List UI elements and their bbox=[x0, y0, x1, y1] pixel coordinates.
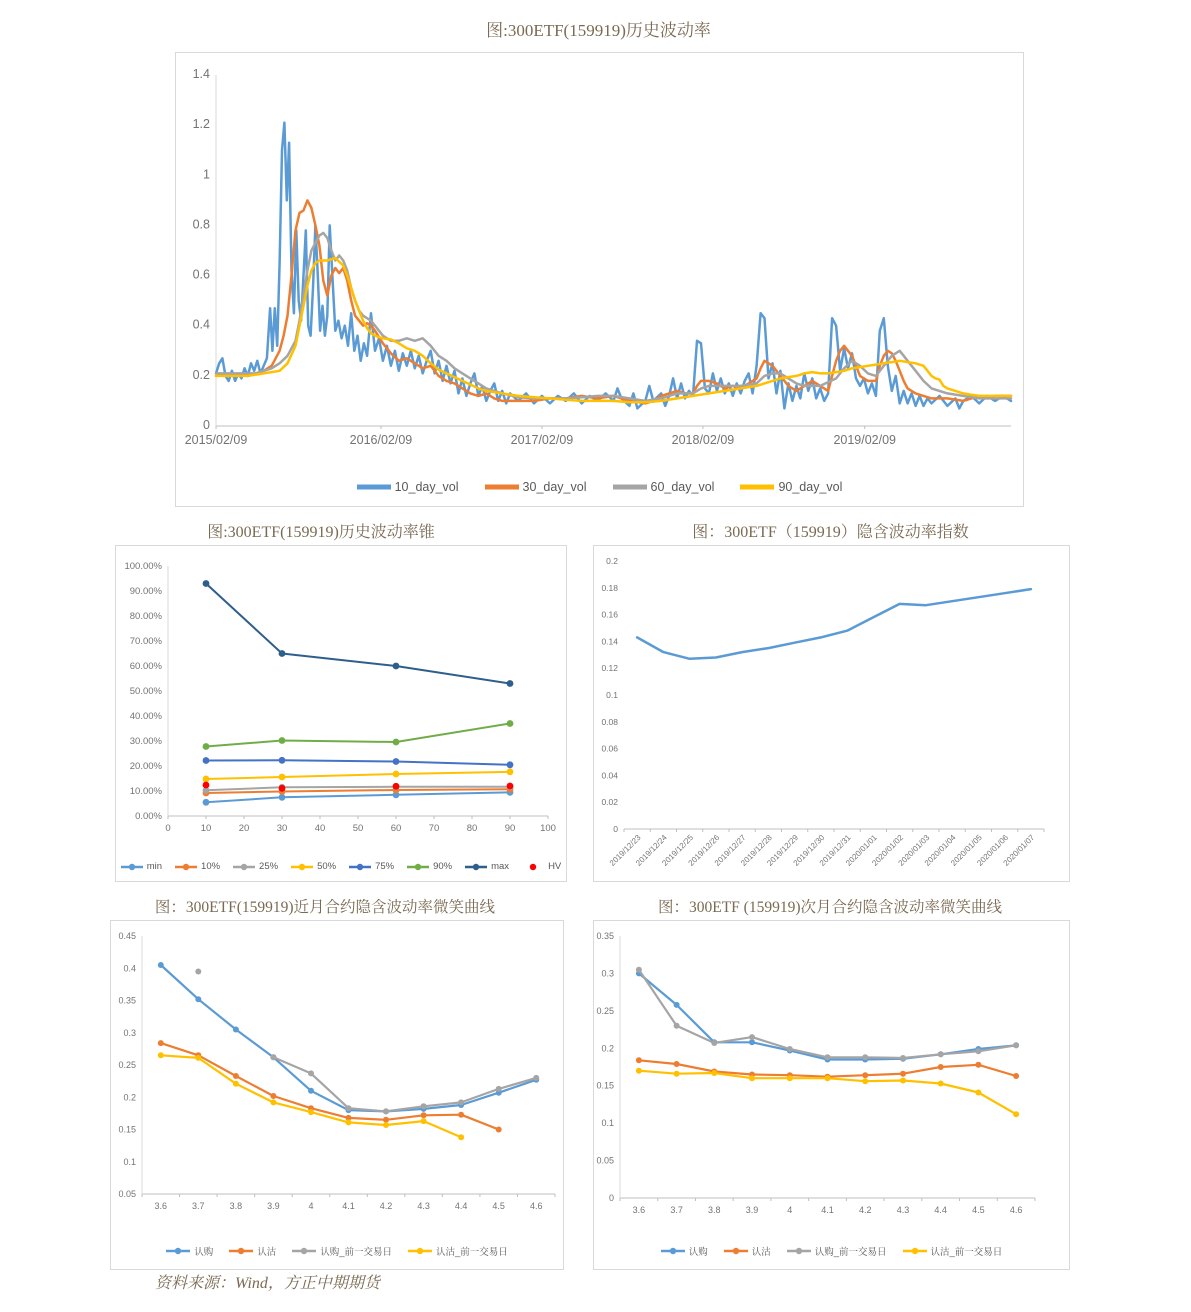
axis-label: 0.1 bbox=[123, 1156, 136, 1167]
axis-label: 1.2 bbox=[192, 117, 210, 132]
legend-swatch-p90-icon bbox=[407, 862, 429, 872]
series-line-p75 bbox=[206, 760, 510, 765]
data-point-put-prev-day bbox=[1013, 1111, 1019, 1117]
iv-index-chart bbox=[593, 545, 1070, 882]
source-note: 资料来源：Wind，方正中期期货 bbox=[155, 1275, 380, 1292]
axis-label: 2019/12/27 bbox=[712, 833, 748, 868]
axis-label: 2015/02/09 bbox=[184, 433, 248, 447]
axis-label: 100 bbox=[540, 823, 556, 834]
data-point-call-prev-day bbox=[900, 1055, 906, 1061]
data-point-p75 bbox=[279, 757, 286, 764]
legend-swatch-p50-icon bbox=[291, 862, 313, 872]
axis-label: 0.3 bbox=[601, 968, 614, 979]
data-point-call-prev-day bbox=[458, 1099, 464, 1105]
axis-label: 4.1 bbox=[342, 1201, 355, 1211]
legend-swatch-max-icon bbox=[465, 862, 487, 872]
data-point-put bbox=[862, 1072, 868, 1078]
axis-label: 2019/12/31 bbox=[817, 833, 853, 868]
axis-label: 2019/02/09 bbox=[833, 433, 897, 447]
axis-label: 0.15 bbox=[596, 1080, 614, 1091]
legend-label: 认沽 bbox=[257, 1247, 277, 1258]
axis-label: 100.00% bbox=[124, 561, 162, 572]
axis-label: 4.2 bbox=[379, 1201, 393, 1211]
axis-label: 2020/01/05 bbox=[949, 833, 984, 868]
axis-label: 0 bbox=[165, 823, 171, 834]
axis-label: 70 bbox=[428, 823, 440, 834]
data-point-call-prev-day bbox=[975, 1048, 981, 1054]
data-point-put bbox=[233, 1073, 239, 1079]
axis-label: 2020/01/03 bbox=[896, 833, 932, 868]
data-point-put bbox=[270, 1093, 276, 1099]
axis-label: 2016/02/09 bbox=[349, 433, 413, 447]
legend-label: 10_day_vol bbox=[394, 480, 459, 494]
data-point-put-prev-day bbox=[383, 1122, 389, 1128]
axis-label: 3.8 bbox=[708, 1205, 721, 1215]
axis-label: 0.04 bbox=[601, 770, 618, 781]
data-point-put bbox=[975, 1062, 981, 1068]
data-point-p90 bbox=[507, 720, 514, 727]
axis-label: 10 bbox=[200, 823, 212, 834]
data-point-call-prev-day bbox=[711, 1040, 717, 1046]
legend-item-p90 bbox=[407, 861, 452, 872]
data-point-p90 bbox=[279, 737, 286, 744]
data-point-put-prev-day bbox=[975, 1090, 981, 1096]
axis-label: 2020/01/01 bbox=[844, 833, 879, 868]
data-point-put-prev-day bbox=[711, 1070, 717, 1076]
axis-label: 3.8 bbox=[229, 1201, 243, 1211]
legend-swatch-vol-30-day-icon bbox=[485, 482, 519, 492]
data-point-put-prev-day bbox=[900, 1078, 906, 1084]
data-point-call-prev-day bbox=[674, 1023, 680, 1029]
data-point-put-prev-day bbox=[308, 1109, 314, 1115]
data-point-p75 bbox=[507, 761, 514, 768]
axis-label: 0.18 bbox=[601, 582, 618, 593]
smile-near-plot bbox=[111, 921, 563, 1269]
axis-label: 2018/02/09 bbox=[671, 433, 735, 447]
legend-swatch-put-prev-day-icon bbox=[903, 1246, 927, 1256]
legend-label: 认购 bbox=[194, 1247, 214, 1258]
hist-vol-legend bbox=[176, 480, 1023, 494]
data-point-p90 bbox=[203, 743, 210, 750]
legend-label: 60_day_vol bbox=[650, 480, 715, 494]
axis-label: 0.1 bbox=[601, 1118, 614, 1129]
data-point-call-prev-day bbox=[787, 1046, 793, 1052]
data-point-call bbox=[674, 1002, 680, 1008]
legend-item-call-prev-day bbox=[787, 1244, 887, 1258]
data-point-max bbox=[279, 650, 286, 657]
legend-item-max bbox=[465, 861, 509, 872]
legend-item-call-prev-day bbox=[292, 1244, 392, 1258]
legend-label: 认沽_前一交易日 bbox=[930, 1247, 1003, 1258]
data-point-put-prev-day bbox=[233, 1081, 239, 1087]
axis-label: 2019/12/26 bbox=[686, 833, 722, 868]
smile-next-title: 图：300ETF (159919)次月合约隐含波动率微笑曲线 bbox=[657, 899, 1002, 916]
axis-label: 0.08 bbox=[601, 716, 618, 727]
data-point-put-prev-day bbox=[158, 1052, 164, 1058]
legend-label: 50% bbox=[317, 861, 337, 872]
legend-label: HV bbox=[548, 861, 562, 872]
data-point-call-prev-day bbox=[749, 1034, 755, 1040]
axis-label: 90.00% bbox=[129, 586, 162, 597]
axis-label: 2020/01/07 bbox=[1001, 833, 1037, 868]
axis-label: 0.00% bbox=[135, 811, 162, 822]
legend-swatch-put-icon bbox=[229, 1246, 253, 1256]
legend-swatch-hv-icon bbox=[522, 862, 544, 872]
data-point-call bbox=[308, 1088, 314, 1094]
axis-label: 0.2 bbox=[192, 367, 210, 382]
hist-vol-title: 图:300ETF(159919)历史波动率 bbox=[486, 21, 711, 40]
data-point-put-prev-day bbox=[458, 1134, 464, 1140]
data-point-call-prev-day bbox=[195, 969, 201, 975]
data-point-call bbox=[158, 962, 164, 968]
data-point-call-prev-day bbox=[636, 967, 642, 973]
legend-label: 认购 bbox=[688, 1247, 708, 1258]
axis-label: 0.16 bbox=[601, 609, 618, 620]
axis-label: 0.2 bbox=[123, 1092, 136, 1103]
data-point-call bbox=[195, 996, 201, 1002]
series-line-vol-10-day bbox=[216, 123, 1011, 409]
axis-label: 4.3 bbox=[896, 1205, 910, 1215]
axis-label: 0.4 bbox=[192, 317, 210, 332]
axis-label: 0.3 bbox=[123, 1027, 136, 1038]
axis-label: 0.1 bbox=[606, 690, 618, 700]
data-point-put bbox=[496, 1127, 502, 1133]
data-point-max bbox=[203, 580, 210, 587]
data-point-put-prev-day bbox=[938, 1081, 944, 1087]
axis-label: 2019/12/23 bbox=[607, 833, 643, 868]
axis-label: 60 bbox=[390, 823, 402, 834]
axis-label: 1.4 bbox=[192, 67, 210, 81]
axis-label: 0.35 bbox=[118, 995, 136, 1006]
data-point-hv bbox=[507, 783, 514, 790]
axis-label: 2017/02/09 bbox=[510, 433, 574, 447]
data-point-call-prev-day bbox=[383, 1108, 389, 1114]
axis-label: 2019/12/28 bbox=[739, 833, 774, 868]
axis-label: 0.12 bbox=[601, 663, 618, 674]
vol-cone-title: 图:300ETF(159919)历史波动率锥 bbox=[207, 524, 435, 541]
axis-label: 0.8 bbox=[192, 217, 210, 232]
legend-item-vol-90-day bbox=[740, 480, 842, 494]
data-point-hv bbox=[393, 783, 400, 790]
vol-cone-plot bbox=[116, 546, 566, 881]
legend-label: 10% bbox=[201, 861, 221, 872]
axis-label: 60.00% bbox=[129, 661, 162, 672]
data-point-put bbox=[158, 1040, 164, 1046]
legend-swatch-p10-icon bbox=[175, 862, 197, 872]
legend-item-min bbox=[121, 861, 162, 872]
legend-label: 90_day_vol bbox=[778, 480, 843, 494]
axis-label: 3.6 bbox=[154, 1201, 168, 1211]
axis-label: 0.02 bbox=[601, 797, 618, 808]
legend-swatch-call-icon bbox=[661, 1246, 685, 1256]
axis-label: 0.15 bbox=[118, 1124, 136, 1135]
legend-item-p10 bbox=[175, 861, 220, 872]
legend-swatch-min-icon bbox=[121, 862, 143, 872]
data-point-min bbox=[203, 799, 210, 806]
data-point-p75 bbox=[203, 757, 210, 764]
smile-near-chart bbox=[110, 920, 564, 1270]
axis-label: 4.4 bbox=[454, 1201, 468, 1211]
data-point-put-prev-day bbox=[674, 1071, 680, 1077]
legend-item-p25 bbox=[233, 861, 278, 872]
axis-label: 0.25 bbox=[596, 1005, 614, 1016]
data-point-call-prev-day bbox=[421, 1103, 427, 1109]
axis-label: 40 bbox=[314, 823, 326, 834]
axis-label: 50.00% bbox=[129, 686, 162, 697]
legend-label: 认购_前一交易日 bbox=[320, 1247, 393, 1258]
vol-cone-chart bbox=[115, 545, 567, 882]
legend-swatch-call-prev-day-icon bbox=[292, 1246, 316, 1256]
data-point-p50 bbox=[393, 771, 400, 778]
legend-label: 认沽 bbox=[751, 1247, 771, 1258]
axis-label: 30 bbox=[276, 823, 288, 834]
axis-label: 0 bbox=[608, 1193, 614, 1203]
axis-label: 20 bbox=[238, 823, 250, 834]
data-point-p50 bbox=[279, 774, 286, 781]
data-point-call-prev-day bbox=[938, 1051, 944, 1057]
data-point-put bbox=[938, 1064, 944, 1070]
data-point-put-prev-day bbox=[636, 1068, 642, 1074]
axis-label: 0.2 bbox=[601, 1043, 614, 1054]
axis-label: 0.35 bbox=[596, 931, 614, 941]
legend-item-call bbox=[661, 1244, 708, 1258]
legend-item-p75 bbox=[349, 861, 394, 872]
legend-label: 认沽_前一交易日 bbox=[436, 1247, 508, 1258]
data-point-hv bbox=[279, 785, 286, 792]
axis-label: 2020/01/02 bbox=[870, 833, 906, 868]
series-line-p50 bbox=[206, 772, 510, 779]
data-point-call-prev-day bbox=[308, 1070, 314, 1076]
iv-index-title: 图：300ETF（159919）隐含波动率指数 bbox=[692, 524, 969, 541]
series-line-min bbox=[206, 792, 510, 802]
data-point-p75 bbox=[393, 758, 400, 765]
series-line-max bbox=[206, 584, 510, 684]
legend-label: 30_day_vol bbox=[522, 480, 587, 494]
data-point-call-prev-day bbox=[825, 1054, 831, 1060]
data-point-put-prev-day bbox=[749, 1075, 755, 1081]
legend-item-put-prev-day bbox=[408, 1244, 508, 1258]
smile-next-chart bbox=[593, 920, 1070, 1270]
legend-label: 75% bbox=[375, 861, 395, 872]
data-point-put-prev-day bbox=[825, 1075, 831, 1081]
axis-label: 80.00% bbox=[129, 611, 162, 622]
axis-label: 2019/12/30 bbox=[791, 833, 827, 868]
smile-near-title: 图：300ETF(159919)近月合约隐含波动率微笑曲线 bbox=[154, 899, 496, 916]
axis-label: 2020/01/06 bbox=[975, 833, 1011, 868]
axis-label: 50 bbox=[352, 823, 364, 834]
axis-label: 3.6 bbox=[632, 1205, 646, 1215]
legend-label: 25% bbox=[259, 861, 279, 872]
legend-item-vol-10-day bbox=[357, 480, 459, 494]
legend-item-put bbox=[229, 1244, 276, 1258]
vol-cone-legend bbox=[116, 861, 566, 872]
series-line-call bbox=[639, 973, 1016, 1059]
data-point-put-prev-day bbox=[787, 1075, 793, 1081]
legend-swatch-vol-10-day-icon bbox=[357, 482, 391, 492]
axis-label: 0.06 bbox=[601, 743, 618, 754]
axis-label: 0.25 bbox=[118, 1060, 136, 1070]
legend-swatch-vol-90-day-icon bbox=[740, 482, 774, 492]
iv-index-plot bbox=[594, 546, 1069, 881]
axis-label: 4.4 bbox=[934, 1205, 947, 1215]
series-line-vol-30-day bbox=[216, 200, 1011, 403]
data-point-call bbox=[233, 1027, 239, 1033]
data-point-p50 bbox=[507, 768, 514, 775]
series-line-call bbox=[161, 965, 536, 1111]
axis-label: 30.00% bbox=[129, 736, 162, 747]
legend-swatch-call-icon bbox=[166, 1246, 190, 1256]
axis-label: 3.9 bbox=[745, 1205, 759, 1215]
data-point-put bbox=[458, 1112, 464, 1118]
legend-item-call bbox=[166, 1244, 213, 1258]
data-point-put bbox=[421, 1112, 427, 1118]
axis-label: 2020/01/04 bbox=[922, 833, 958, 868]
data-point-call-prev-day bbox=[862, 1054, 868, 1060]
data-point-put bbox=[674, 1061, 680, 1067]
axis-label: 0.45 bbox=[118, 931, 136, 941]
data-point-call-prev-day bbox=[346, 1105, 352, 1111]
legend-swatch-p75-icon bbox=[349, 862, 371, 872]
axis-label: 20.00% bbox=[129, 761, 162, 772]
axis-label: 4.3 bbox=[417, 1201, 430, 1211]
legend-swatch-put-icon bbox=[724, 1246, 748, 1256]
data-point-hv bbox=[203, 782, 210, 789]
data-point-min bbox=[279, 794, 286, 801]
smile-near-legend bbox=[111, 1244, 563, 1258]
data-point-put bbox=[900, 1071, 906, 1077]
axis-label: 4.6 bbox=[529, 1201, 543, 1211]
legend-item-put bbox=[724, 1244, 771, 1258]
axis-label: 4.6 bbox=[1009, 1205, 1023, 1215]
legend-item-p50 bbox=[291, 861, 336, 872]
hist-vol-plot bbox=[176, 53, 1023, 506]
data-point-put-prev-day bbox=[270, 1099, 276, 1105]
axis-label: 90 bbox=[504, 823, 516, 834]
axis-label: 0.14 bbox=[601, 636, 618, 647]
legend-label: max bbox=[491, 861, 510, 872]
data-point-put-prev-day bbox=[421, 1118, 427, 1124]
axis-label: 4.5 bbox=[972, 1205, 985, 1215]
data-point-max bbox=[393, 663, 400, 670]
axis-label: 0.05 bbox=[596, 1155, 614, 1166]
legend-label: 90% bbox=[433, 861, 453, 872]
legend-swatch-call-prev-day-icon bbox=[787, 1246, 811, 1256]
axis-label: 4 bbox=[308, 1201, 314, 1211]
series-line-call-prev-day bbox=[639, 970, 1016, 1058]
data-point-call-prev-day bbox=[496, 1086, 502, 1092]
legend-item-hv bbox=[522, 861, 561, 872]
axis-label: 1 bbox=[203, 167, 210, 182]
legend-swatch-put-prev-day-icon bbox=[408, 1246, 432, 1256]
axis-label: 2019/12/29 bbox=[765, 833, 801, 868]
data-point-put-prev-day bbox=[195, 1055, 201, 1061]
data-point-call bbox=[749, 1039, 755, 1045]
legend-item-vol-60-day bbox=[613, 480, 715, 494]
axis-label: 70.00% bbox=[129, 636, 162, 647]
axis-label: 4 bbox=[787, 1205, 793, 1215]
axis-label: 0 bbox=[203, 418, 210, 432]
axis-label: 3.7 bbox=[670, 1205, 683, 1215]
axis-label: 80 bbox=[466, 823, 478, 834]
axis-label: 0 bbox=[613, 824, 618, 834]
axis-label: 0.6 bbox=[192, 267, 210, 282]
data-point-max bbox=[507, 680, 514, 687]
axis-label: 0.4 bbox=[123, 963, 136, 974]
axis-label: 4.2 bbox=[858, 1205, 872, 1215]
data-point-call-prev-day bbox=[533, 1075, 539, 1081]
legend-swatch-vol-60-day-icon bbox=[613, 482, 647, 492]
hist-vol-chart bbox=[175, 52, 1024, 507]
legend-item-vol-30-day bbox=[485, 480, 587, 494]
axis-label: 0.2 bbox=[606, 556, 618, 566]
data-point-p50 bbox=[203, 776, 210, 783]
legend-label: min bbox=[146, 861, 163, 872]
series-line-call-prev-day bbox=[273, 1057, 536, 1111]
axis-label: 3.9 bbox=[267, 1201, 280, 1211]
axis-label: 3.7 bbox=[192, 1201, 205, 1211]
data-point-put-prev-day bbox=[862, 1078, 868, 1084]
data-point-p90 bbox=[393, 739, 400, 746]
smile-next-plot bbox=[594, 921, 1069, 1269]
axis-label: 2019/12/24 bbox=[634, 833, 669, 868]
smile-next-legend bbox=[594, 1244, 1069, 1258]
data-point-put-prev-day bbox=[346, 1119, 352, 1125]
data-point-call-prev-day bbox=[1013, 1042, 1019, 1048]
series-line-iv-index bbox=[637, 589, 1031, 659]
series-line-put-prev-day bbox=[161, 1055, 461, 1137]
axis-label: 40.00% bbox=[129, 711, 162, 722]
data-point-put bbox=[1013, 1073, 1019, 1079]
axis-label: 4.1 bbox=[821, 1205, 834, 1215]
series-line-p90 bbox=[206, 724, 510, 747]
axis-label: 10.00% bbox=[129, 786, 162, 797]
legend-label: 认购_前一交易日 bbox=[814, 1247, 887, 1258]
axis-label: 0.05 bbox=[118, 1189, 136, 1199]
legend-swatch-p25-icon bbox=[233, 862, 255, 872]
axis-label: 2019/12/25 bbox=[660, 833, 696, 868]
data-point-put bbox=[383, 1117, 389, 1123]
data-point-call-prev-day bbox=[270, 1054, 276, 1060]
legend-item-put-prev-day bbox=[903, 1244, 1003, 1258]
axis-label: 4.5 bbox=[492, 1201, 505, 1211]
data-point-put bbox=[636, 1057, 642, 1063]
